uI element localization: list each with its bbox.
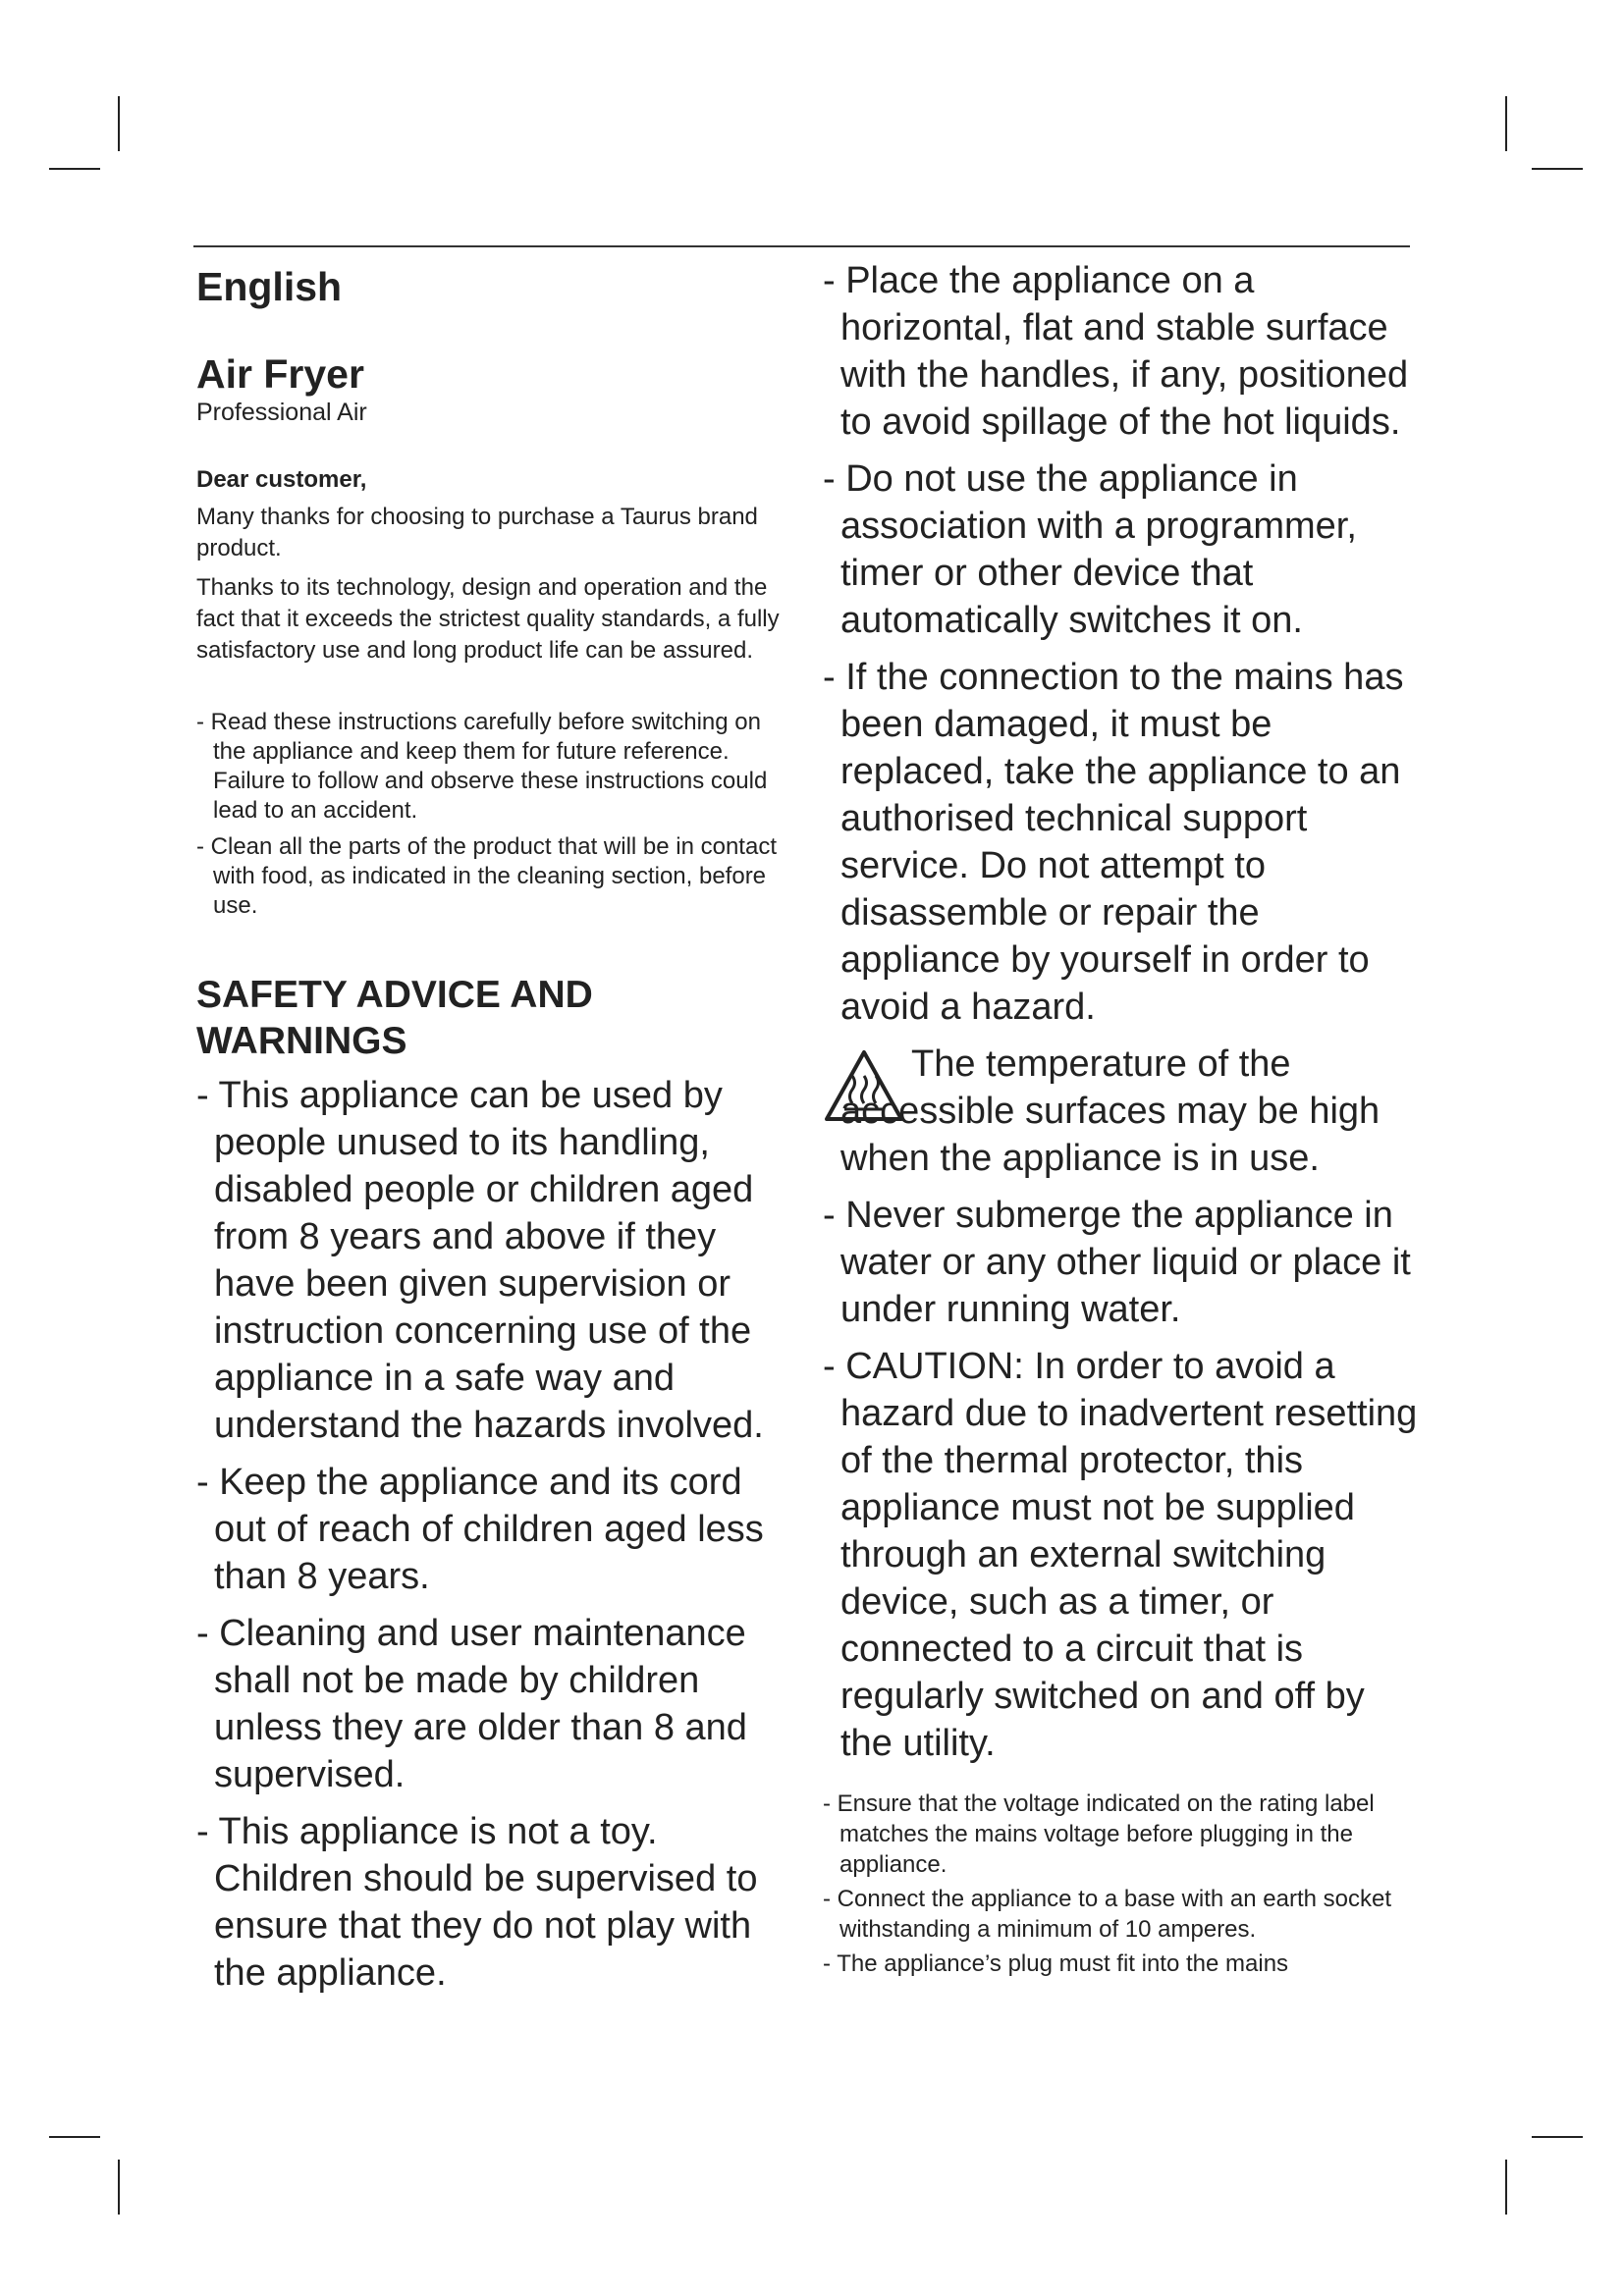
right-column xyxy=(823,257,1422,1983)
crop-mark xyxy=(1505,96,1507,151)
list-item: - Connect the appliance to a base with an earth socket withstanding a minimum of 10 amperes. xyxy=(823,1886,1392,1943)
list-item: - Cleaning and user maintenance shall not be made by children unless they are older than 8 and supervised. xyxy=(196,1613,747,1796)
list-item: - This appliance is not a toy. Children should be supervised to ensure that they do not play with the appliance. xyxy=(196,1811,758,1995)
crop-mark xyxy=(118,2160,120,2215)
list-item: - Do not use the appliance in association with a programmer, timer or other device that automatically switches it on. xyxy=(823,458,1357,641)
list-item: - The appliance’s plug must fit into the mains xyxy=(823,1950,1289,1977)
warning-text: The temperature of the accessible surfaces may be high when the appliance is in use. xyxy=(840,1043,1380,1179)
intro-paragraph: Thanks to its technology, design and operation and the fact that it exceeds the strictest quality standards, a fully satisfactory use and long product life can be assured. xyxy=(196,574,780,665)
product-title: Air Fryer xyxy=(196,351,364,397)
greeting: Dear customer, xyxy=(196,466,367,494)
crop-mark xyxy=(1505,2160,1507,2215)
hot-surface-warning-icon xyxy=(823,1048,905,1123)
product-model: Professional Air xyxy=(196,399,367,427)
crop-mark xyxy=(49,168,100,170)
safety-list-left xyxy=(196,1072,785,1997)
left-column xyxy=(196,257,785,2006)
electrical-list xyxy=(823,1789,1422,1979)
language-heading: English xyxy=(196,264,343,309)
list-item: - CAUTION: In order to avoid a hazard due to inadvertent resetting of the thermal protector, this appliance must not be supplied through an external switching device, such as a timer, or connected to a circuit that is regularly switched on and off by the utility. xyxy=(823,1346,1418,1764)
pre-use-list xyxy=(196,708,785,921)
intro-text xyxy=(196,502,785,667)
crop-mark xyxy=(1532,2136,1583,2138)
list-item: - Read these instructions carefully before switching on the appliance and keep them for future reference. Failure to follow and observe these instructions could lead to an accident. xyxy=(196,709,768,825)
list-item: - Ensure that the voltage indicated on the rating label matches the mains voltage before plugging in the appliance. xyxy=(823,1790,1375,1878)
crop-mark xyxy=(118,96,120,151)
list-item: - Place the appliance on a horizontal, flat and stable surface with the handles, if any, positioned to avoid spillage of the hot liquids. xyxy=(823,260,1409,443)
list-item: - Keep the appliance and its cord out of reach of children aged less than 8 years. xyxy=(196,1462,764,1598)
list-item: - Clean all the parts of the product that will be in contact with food, as indicated in the cleaning section, before use. xyxy=(196,833,777,920)
header-rule xyxy=(193,245,1410,247)
hot-surface-warning xyxy=(823,1041,1422,1182)
list-item: - This appliance can be used by people unused to its handling, disabled people or children aged from 8 years and above if they have been given supervision or instruction concerning use of the appliance in a safe way and understand the hazards involved. xyxy=(196,1075,764,1447)
intro-paragraph: Many thanks for choosing to purchase a Taurus brand product. xyxy=(196,504,758,562)
crop-mark xyxy=(49,2136,100,2138)
list-item: - If the connection to the mains has been damaged, it must be replaced, take the appliance to an authorised technical support service. Do not attempt to disassemble or repair the appliance by yourself in order to avoid a hazard. xyxy=(823,657,1404,1028)
list-item: - Never submerge the appliance in water or any other liquid or place it under running water. xyxy=(823,1195,1411,1330)
safety-list-right xyxy=(823,257,1422,1767)
crop-mark xyxy=(1532,168,1583,170)
section-heading: SAFETY ADVICE AND WARNINGS xyxy=(196,974,593,1063)
